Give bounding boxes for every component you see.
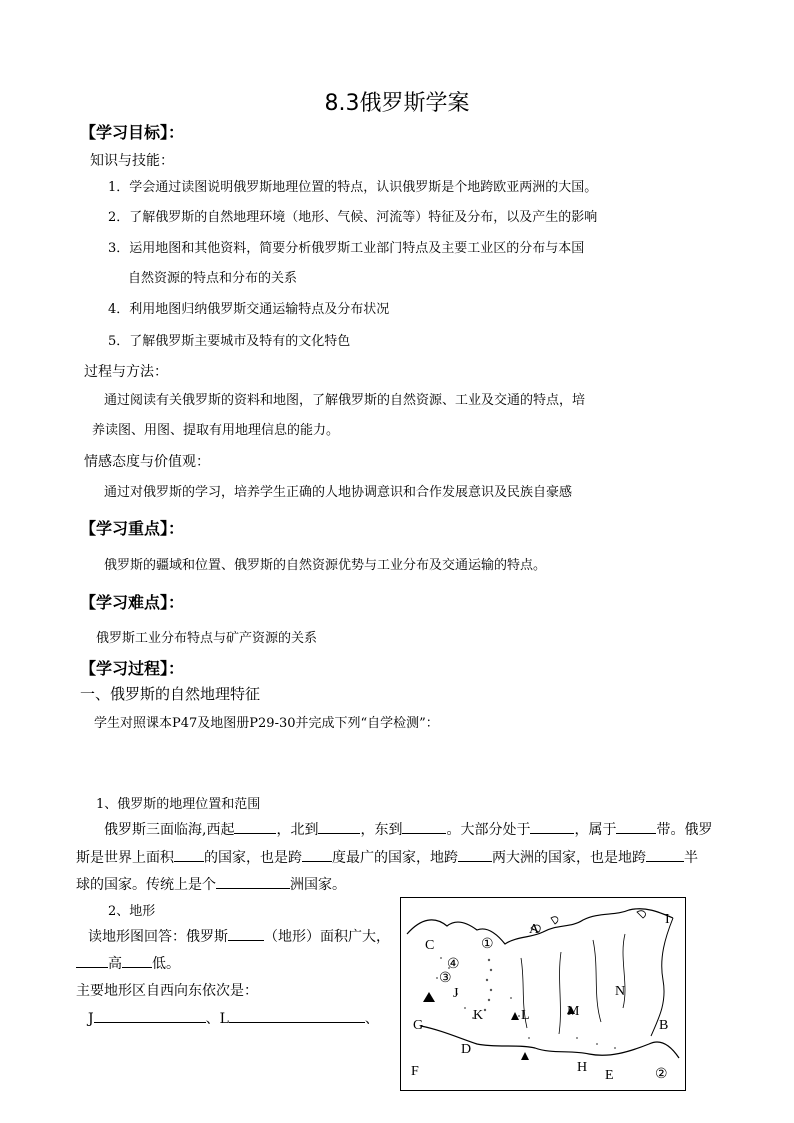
q2-line-3: 主要地形区自西向东依次是： (76, 983, 258, 999)
difficult-heading: 【学习难点】： (80, 593, 185, 612)
answer-blank[interactable] (122, 953, 152, 968)
page-title: 8.3俄罗斯学案 (324, 91, 470, 116)
answer-blank[interactable] (234, 819, 276, 834)
knowledge-item: 4．利用地图归纳俄罗斯交通运输特点及分布状况 (108, 302, 390, 317)
part1-intro: 学生对照课本P47及地图册P29-30并完成下列“自学检测”： (94, 716, 439, 731)
map-label: K (473, 1008, 484, 1023)
map-label: B (659, 1018, 669, 1033)
procedure-heading: 【学习过程】： (80, 659, 185, 678)
knowledge-item: 2．了解俄罗斯的自然地理环境（地形、气候、河流等）特征及分布，以及产生的影响 (108, 210, 598, 225)
q2-line-1: 读地形图回答：俄罗斯 （地形）面积广大， (88, 926, 390, 946)
map-label: ④ (447, 957, 460, 972)
russia-terrain-map (400, 897, 686, 1091)
map-label: N (615, 984, 626, 999)
knowledge-item: 5．了解俄罗斯主要城市及特有的文化特色 (108, 334, 351, 349)
map-label: F (411, 1064, 419, 1079)
answer-blank[interactable] (94, 1008, 206, 1023)
mountain-icon (521, 1052, 529, 1060)
map-label: L (521, 1008, 530, 1023)
answer-blank[interactable] (530, 819, 574, 834)
map-label: G (413, 1018, 424, 1033)
map-label: ② (655, 1067, 668, 1082)
emotion-heading: 情感态度与价值观： (84, 454, 210, 470)
q2-line-2: 高 低。 (76, 953, 180, 973)
map-label: H (577, 1060, 588, 1075)
map-label: I (665, 912, 670, 927)
answer-blank[interactable] (646, 847, 684, 862)
q1-line-2: 斯是世界上面积 的国家，也是跨 度最广的国家，地跨 两大洲的国家，也是地跨 半 (76, 847, 698, 867)
answer-blank[interactable] (228, 926, 264, 941)
map-label: ③ (439, 971, 452, 986)
answer-blank[interactable] (174, 847, 204, 862)
answer-blank[interactable] (216, 874, 290, 889)
mountain-icon (511, 1012, 519, 1020)
q1-line-1: 俄罗斯三面临海,西起 ，北到 ，东到 。大部分处于 ，属于 带。俄罗 (104, 819, 712, 839)
answer-blank[interactable] (302, 847, 332, 862)
difficult-text: 俄罗斯工业分布特点与矿产资源的关系 (96, 631, 318, 646)
answer-blank[interactable] (76, 953, 108, 968)
q2-heading: 2、地形 (108, 904, 156, 919)
process-text: 通过阅读有关俄罗斯的资料和地图，了解俄罗斯的自然资源、工业及交通的特点，培 (104, 393, 586, 408)
mountain-icon (423, 992, 435, 1002)
key-text: 俄罗斯的疆域和位置、俄罗斯的自然资源优势与工业分布及交通运输的特点。 (104, 558, 547, 573)
process-heading: 过程与方法： (84, 364, 168, 380)
q1-heading: 1、俄罗斯的地理位置和范围 (96, 797, 261, 812)
knowledge-item: 自然资源的特点和分布的关系 (128, 271, 298, 286)
part1-heading: 一、俄罗斯的自然地理特征 (80, 685, 261, 703)
map-label: C (425, 938, 435, 953)
answer-blank[interactable] (458, 847, 492, 862)
process-text: 养读图、用图、提取有用地理信息的能力。 (92, 423, 340, 438)
goals-heading: 【学习目标】： (80, 123, 185, 142)
map-label: D (461, 1042, 472, 1057)
emotion-text: 通过对俄罗斯的学习，培养学生正确的人地协调意识和合作发展意识及民族自豪感 (104, 485, 573, 500)
answer-blank[interactable] (616, 819, 656, 834)
q2-line-4: J 、L 、 (88, 1008, 379, 1028)
q1-line-3: 球的国家。传统上是个 洲国家。 (76, 874, 346, 894)
answer-blank[interactable] (402, 819, 446, 834)
map-label: ① (481, 937, 494, 952)
knowledge-heading: 知识与技能： (90, 153, 174, 169)
map-label: J (453, 986, 459, 1001)
map-label: E (605, 1068, 614, 1083)
knowledge-item: 1．学会通过读图说明俄罗斯地理位置的特点，认识俄罗斯是个地跨欧亚两洲的大国。 (108, 180, 598, 195)
map-label: A (529, 922, 540, 937)
key-heading: 【学习重点】： (80, 519, 185, 538)
map-outline (401, 898, 685, 1090)
answer-blank[interactable] (318, 819, 360, 834)
knowledge-item: 3．运用地图和其他资料，简要分析俄罗斯工业部门特点及主要工业区的分布与本国 (108, 241, 585, 256)
map-label: M (567, 1004, 580, 1019)
answer-blank[interactable] (229, 1008, 365, 1023)
